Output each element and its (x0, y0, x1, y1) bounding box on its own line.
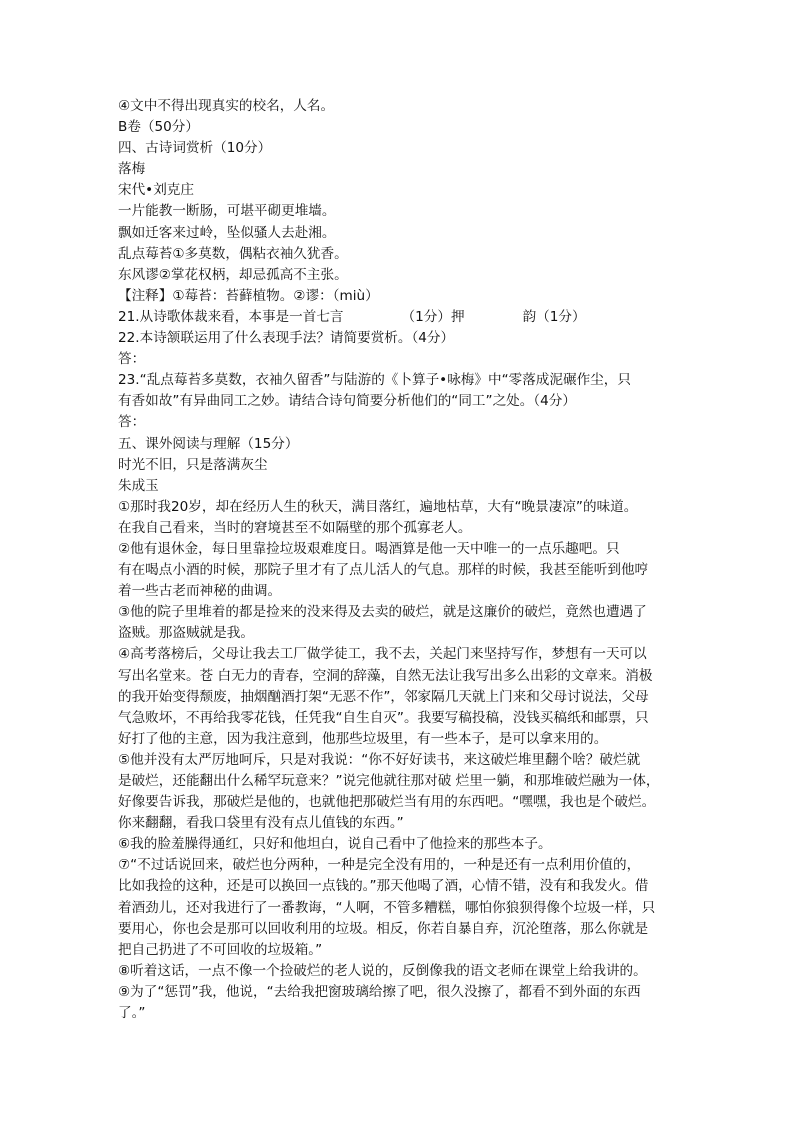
requirement-4: ④文中不得出现真实的校名，人名。 (118, 98, 335, 114)
answer-label-23: 答： (118, 414, 146, 431)
poem-line-1: 一片能教一断肠，可堪平砌更堆墙。 (118, 203, 336, 220)
poem-title: 落梅 (118, 161, 146, 178)
paragraph-4-line-2: 写出名堂来。苍 白无力的青春，空洞的辞藻，自然无法让我写出多么出彩的文章来。消极 (118, 667, 653, 684)
paragraph-5-line-2: 是破烂，还能翻出什么稀罕玩意来？”说完他就往那对破 烂里一躺，和那堆破烂融为一体， (118, 773, 660, 789)
paragraph-4-line-3: 的我开始变得颓废，抽烟酗酒打架“无恶不作”，邻家隔几天就上门来和父母讨说法，父母 (118, 688, 649, 705)
paragraph-7-line-5: 把自己扔进了不可回收的垃圾箱。” (118, 941, 323, 958)
paragraph-2-line-1: ②他有退休金，每日里靠捡垃圾艰难度日。喝酒算是他一天中唯一的一点乐趣吧。只 (118, 540, 620, 557)
paragraph-2-line-3: 着一些古老而神秘的曲调。 (118, 583, 282, 600)
paragraph-5-line-4: 你来翻翻，看我口袋里有没有点儿值钱的东西。” (118, 815, 404, 832)
question-23-text-1: 23.“乱点莓苔多莫数，衣袖久留香”与陆游的《卜算子•咏梅》中“零落成泥碾作尘，只 (118, 372, 631, 389)
question-21-part-2: （1分）押 (401, 308, 465, 325)
paragraph-5-line-1: ⑤他并没有太严厉地呵斥，只是对我说：“你不好好读书，来这破烂堆里翻个啥？破烂就 (118, 751, 641, 768)
poem-line-4: 东风谬②掌花权柄，却忌孤高不主张。 (118, 266, 348, 283)
question-21-part-3: 韵（1分） (522, 308, 586, 325)
paragraph-6-line-1: ⑥我的脸羞臊得通红，只好和他坦白，说自己看中了他捡来的那些本子。 (118, 836, 552, 853)
section-b-title: B卷（50分） (118, 119, 199, 136)
paragraph-4-line-4: 气急败坏，不再给我零花钱，任凭我“自生自灭”。我要写稿投稿，没钱买稿纸和邮票，只 (118, 709, 649, 726)
poem-line-3: 乱点莓苔①多莫数，偶粘衣袖久犹香。 (118, 245, 348, 262)
paragraph-7-line-4: 要用心，你也会是那可以回收利用的垃圾。相反，你若自暴自弃，沉沦堕落，那么你就是 (118, 920, 649, 937)
paragraph-1-line-2: 在我自己看来，当时的窘境甚至不如隔壁的那个孤寡老人。 (118, 519, 472, 536)
article-title: 时光不旧，只是落满灰尘 (118, 456, 268, 473)
article-author: 朱成玉 (118, 477, 159, 494)
question-21-part-1: 21.从诗歌体裁来看，本事是一首七言 (118, 308, 344, 325)
paragraph-4-line-1: ④高考落榜后，父母让我去工厂做学徒工，我不去，关起门来坚持写作，梦想有一天可以 (118, 646, 647, 663)
paragraph-3-line-2: 盗贼。那盗贼就是我。 (118, 625, 254, 642)
paragraph-7-line-2: 比如我捡的这种，还是可以换回一点钱的。”那天他喝了酒，心情不错，没有和我发火。借 (118, 878, 649, 895)
question-21 (118, 307, 684, 328)
paragraph-9-line-1: ⑨为了“惩罚”我，他说，“去给我把窗玻璃给擦了吧，很久没擦了，都看不到外面的东西 (118, 983, 641, 1000)
answer-label-22: 答： (118, 351, 146, 368)
question-22: 22.本诗颔联运用了什么表现手法？请简要赏析。（4分） (118, 330, 455, 347)
paragraph-7-line-1: ⑦“不过话说回来，破烂也分两种，一种是完全没有用的，一种是还有一点利用价值的， (118, 857, 641, 874)
paragraph-4-line-5: 好打了他的主意，因为我注意到，他那些垃圾里，有一些本子，是可以拿来用的。 (118, 730, 608, 747)
paragraph-5-line-3: 好像要告诉我，那破烂是他的，也就他把那破烂当有用的东西吧。“嘿嘿，我也是个破烂。 (118, 794, 656, 811)
section-5-heading: 五、课外阅读与理解（15分） (118, 435, 299, 452)
paragraph-9-line-2: 了。” (118, 1005, 146, 1022)
paragraph-8-line-1: ⑧听着这话，一点不像一个捡破烂的老人说的，反倒像我的语文老师在课堂上给我讲的。 (118, 962, 647, 979)
poem-line-2: 飘如迁客来过岭，坠似骚人去赴湘。 (118, 224, 336, 241)
question-23-line-2: 有香如故”有异曲同工之妙。请结合诗句简要分析他们的“同工”之处。（4分） (118, 393, 576, 410)
paragraph-7-line-3: 着酒劲儿，还对我进行了一番教诲，“人啊，不管多糟糕，哪怕你狼狈得像个垃圾一样，只 (118, 899, 656, 916)
section-4-heading: 四、古诗词赏析（10分） (118, 140, 272, 157)
paragraph-2-line-2: 有在喝点小酒的时候，那院子里才有了点儿活人的气息。那样的时候，我甚至能听到他哼 (118, 562, 649, 579)
poem-author: 宋代•刘克庄 (118, 182, 194, 199)
document-page (118, 96, 684, 1024)
paragraph-1-line-1: ①那时我20岁，却在经历人生的秋天，满目落红，遍地枯草，大有“晚景凄凉”的味道。 (118, 498, 638, 515)
question-23-line-1 (118, 370, 684, 391)
paragraph-3-line-1: ③他的院子里堆着的都是捡来的没来得及去卖的破烂，就是这廉价的破烂，竟然也遭遇了 (118, 604, 647, 621)
poem-notes: 【注释】①莓苔：苔藓植物。②谬：（miù） (118, 287, 379, 304)
